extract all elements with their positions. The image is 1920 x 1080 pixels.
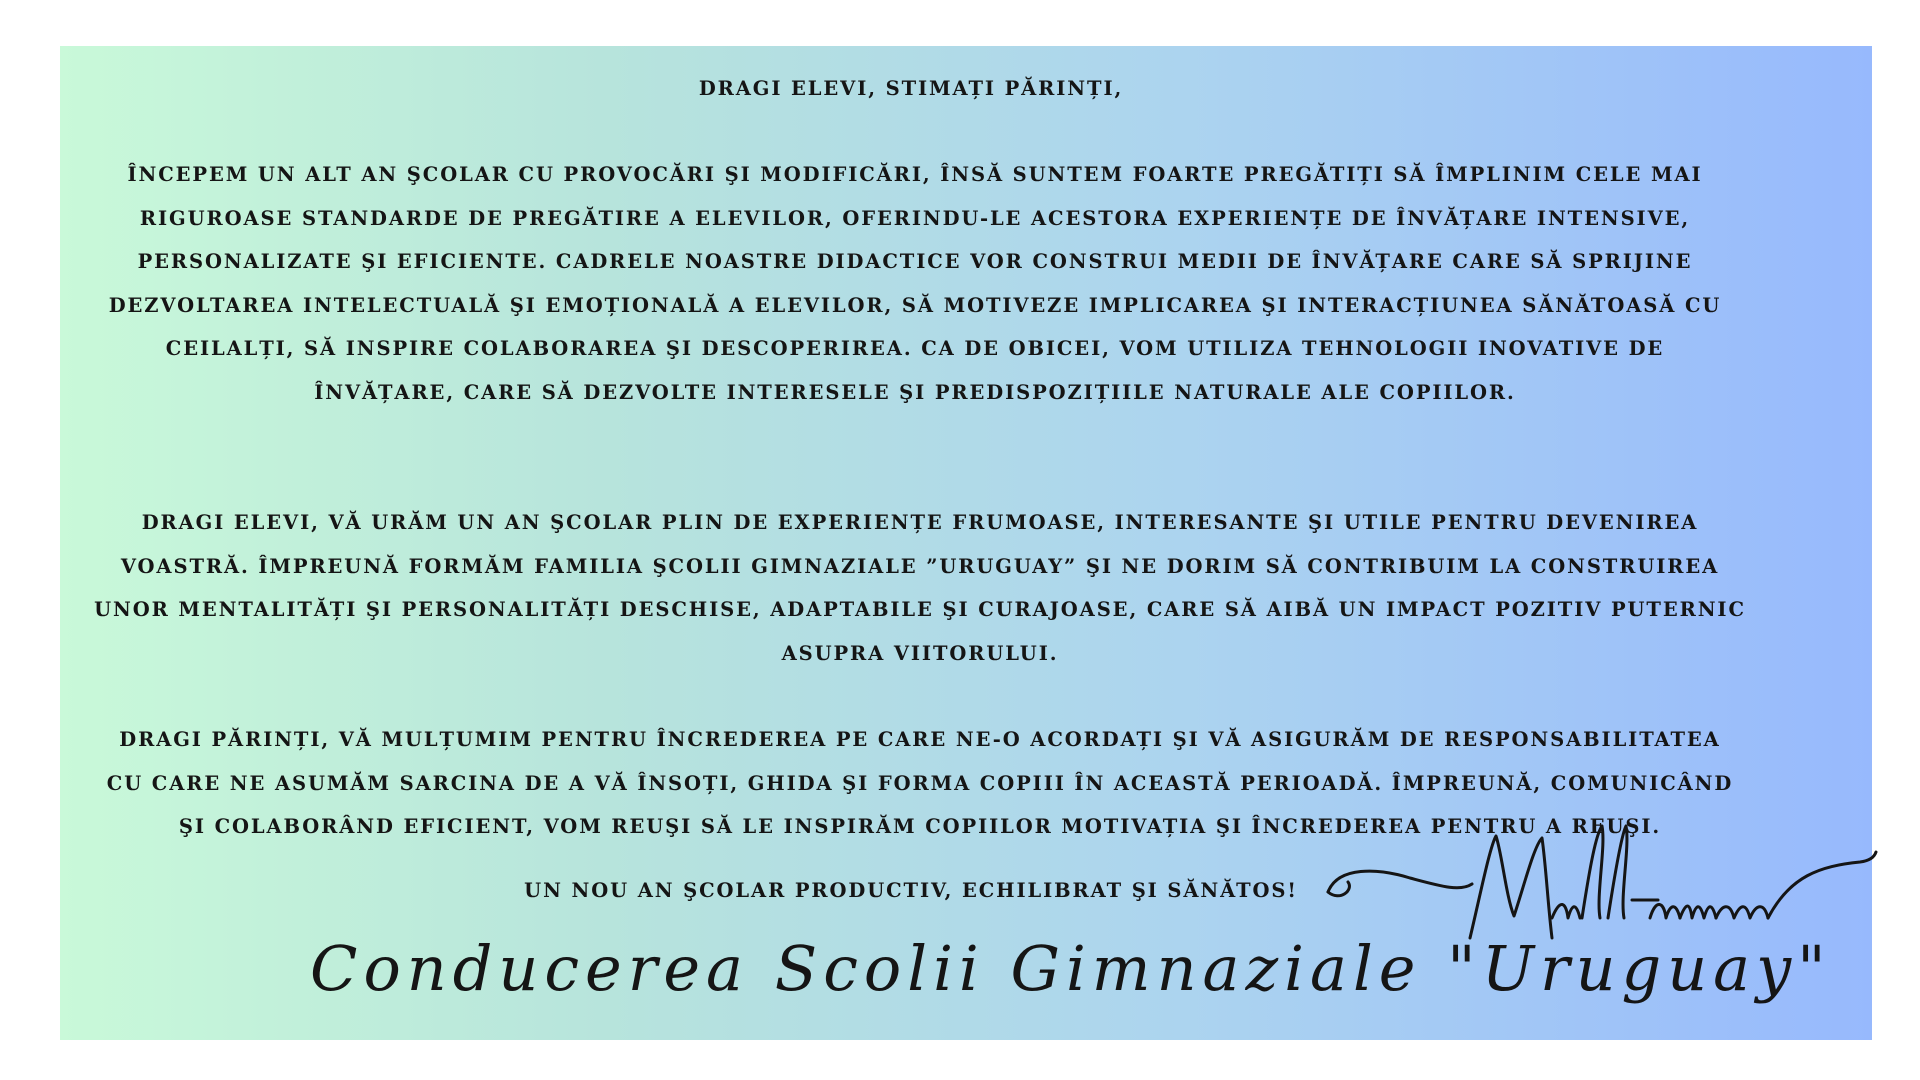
closing-line: UN NOU AN ŞCOLAR PRODUCTIV, ECHILIBRAT ŞI SĂNĂTOS! <box>524 879 1298 902</box>
signature-script: Conducerea Scolii Gimnaziale "Uruguay" <box>310 932 1832 1005</box>
paragraph-parents: DRAGI PĂRINȚI, VĂ MULȚUMIM PENTRU ÎNCREDEREA PE CARE NE-O ACORDAȚI ŞI VĂ ASIGURĂM DE RESPONSABILITATEA CU CARE NE ASUMĂM SARCINA DE A VĂ ÎNSOȚI, GHIDA ŞI FORMA COPIII ÎN ACEASTĂ PERIOADĂ. ÎMPREUNĂ, COMUNICÂND ŞI COLABORÂND EFICIENT, VOM REUŞI SĂ LE INSPIRĂM COPIILOR MOTIVAȚIA ŞI ÎNCREDEREA PENTRU A REUŞI. <box>106 728 1734 838</box>
letter-greeting: DRAGI ELEVI, STIMAȚI PĂRINȚI, <box>698 77 1124 100</box>
thanks-handwritten-logo <box>1320 806 1880 966</box>
paragraph-students: DRAGI ELEVI, VĂ URĂM UN AN ŞCOLAR PLIN DE EXPERIENȚE FRUMOASE, INTERESANTE ŞI UTILE PENTRU DEVENIREA VOASTRĂ. ÎMPREUNĂ FORMĂM FAMILIA ŞCOLII GIMNAZIALE ”URUGUAY” ŞI NE DORIM SĂ CONTRIBUIM LA CONSTRUIREA UNOR MENTALITĂȚI ŞI PERSONALITĂȚI DESCHISE, ADAPTABILE ŞI CURAJOASE, CARE SĂ AIBĂ UN IMPACT POZITIV PUTERNIC ASUPRA VIITORULUI. <box>94 511 1746 665</box>
letter-card <box>60 46 1872 1040</box>
paragraph-intro: ÎNCEPEM UN ALT AN ŞCOLAR CU PROVOCĂRI ŞI MODIFICĂRI, ÎNSĂ SUNTEM FOARTE PREGĂTIȚI SĂ ÎMPLINIM CELE MAI RIGUROASE STANDARDE DE PREGĂTIRE A ELEVILOR, OFERINDU-LE ACESTORA EXPERIENȚE DE ÎNVĂȚARE INTENSIVE, PERSONALIZATE ŞI EFICIENTE. CADRELE NOASTRE DIDACTICE VOR CONSTRUI MEDII DE ÎNVĂȚARE CARE SĂ SPRIJINE DEZVOLTAREA INTELECTUALĂ ŞI EMOȚIONALĂ A ELEVILOR, SĂ MOTIVEZE IMPLICAREA ŞI INTERACȚIUNEA SĂNĂTOASĂ CU CEILALȚI, SĂ INSPIRE COLABORAREA ŞI DESCOPERIREA. CA DE OBICEI, VOM UTILIZA TEHNOLOGII INOVATIVE DE ÎNVĂȚARE, CARE SĂ DEZVOLTE INTERESELE ŞI PREDISPOZIȚIILE NATURALE ALE COPIILOR. <box>108 163 1722 404</box>
thanks-script-drawing <box>1320 806 1880 966</box>
